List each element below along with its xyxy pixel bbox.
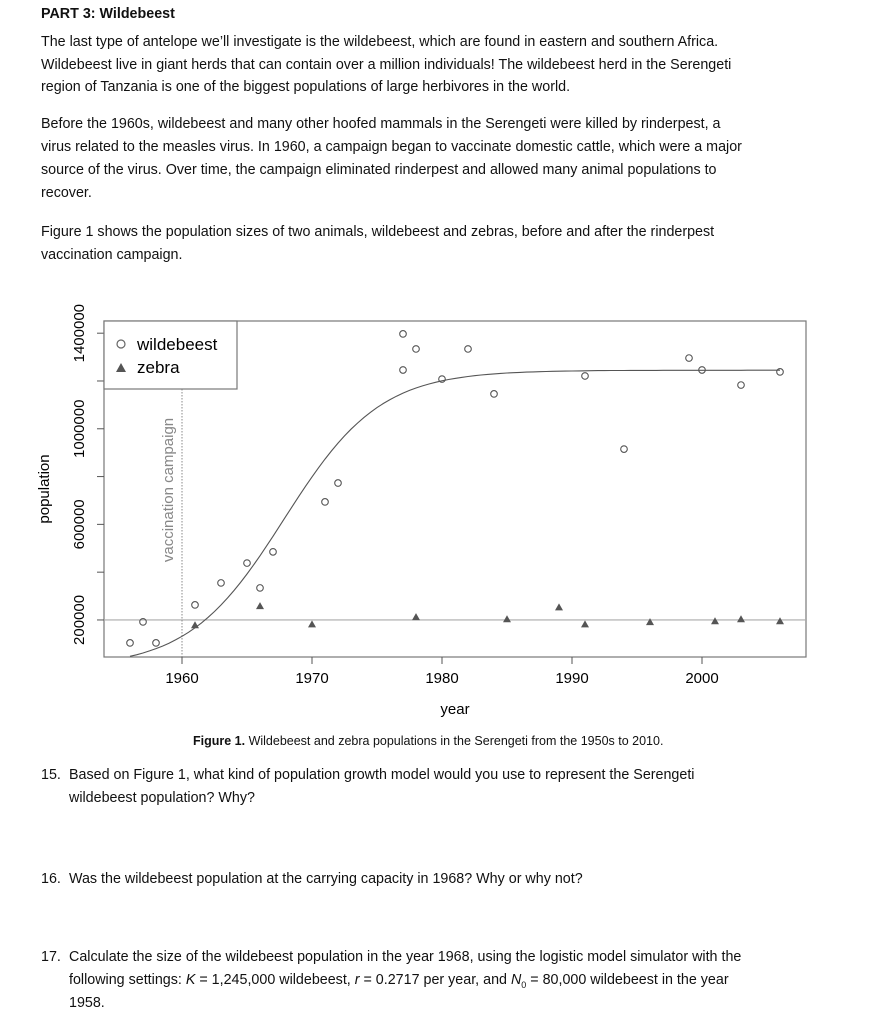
question-text: 1958. xyxy=(69,995,105,1011)
zebra-point xyxy=(191,621,199,628)
legend-wildebeest: wildebeest xyxy=(137,335,218,354)
wildebeest-point xyxy=(218,580,225,587)
caption-label: Figure 1. xyxy=(193,734,246,748)
x-axis xyxy=(165,657,718,687)
population-chart xyxy=(0,280,884,730)
wildebeest-point xyxy=(257,585,264,592)
wildebeest-point xyxy=(465,346,472,353)
zebra-point xyxy=(412,613,420,620)
wildebeest-point xyxy=(413,346,420,353)
y-tick-label: 200000 xyxy=(71,594,88,645)
text-line: Figure 1 shows the population sizes of two animals, wildebeest and zebras, before and after the rinderpest xyxy=(41,224,715,240)
x-tick-label: 2000 xyxy=(685,670,719,687)
y-tick-label: 1000000 xyxy=(71,399,88,458)
k-symbol: K xyxy=(185,972,196,988)
wildebeest-point xyxy=(400,367,407,374)
zebra-point xyxy=(737,615,745,622)
n-value: = 80,000 wildebeest in the year xyxy=(526,972,729,988)
zebra-point xyxy=(776,617,784,624)
wildebeest-point xyxy=(686,355,693,362)
wildebeest-point xyxy=(491,391,498,398)
y-tick-label: 1400000 xyxy=(71,303,88,363)
x-tick-label: 1960 xyxy=(165,670,199,687)
legend-box xyxy=(104,321,237,389)
x-axis-label: year xyxy=(440,701,470,718)
zebra-point xyxy=(308,620,316,627)
wildebeest-point xyxy=(621,446,628,453)
x-tick-label: 1980 xyxy=(425,670,459,687)
question-text: Based on Figure 1, what kind of population growth model would you use to represent the Serengeti xyxy=(69,767,695,783)
zebra-point xyxy=(711,617,719,624)
wildebeest-point xyxy=(322,499,329,506)
y-tick-label: 600000 xyxy=(71,499,88,550)
wildebeest-point xyxy=(127,640,134,647)
wildebeest-point xyxy=(192,602,199,609)
n-symbol: N xyxy=(510,972,522,988)
wildebeest-point xyxy=(582,373,589,380)
text-line: Before the 1960s, wildebeest and many other hoofed mammals in the Serengeti were killed by rinderpest, a xyxy=(41,116,721,132)
question-text: Was the wildebeest population at the carrying capacity in 1968? Why or why not? xyxy=(69,871,583,887)
legend xyxy=(104,321,237,389)
zebra-point xyxy=(503,615,511,622)
r-value: = 0.2717 per year, and xyxy=(359,972,511,988)
zebra-point xyxy=(555,603,563,610)
y-axis-label: population xyxy=(36,454,53,524)
text-line: source of the virus. Over time, the campaign eliminated rinderpest and allowed many animal populations to xyxy=(41,162,717,178)
figure-caption xyxy=(193,734,663,748)
logistic-fit-curve xyxy=(130,370,780,656)
y-axis xyxy=(71,304,104,645)
vaccination-campaign-label: vaccination campaign xyxy=(160,417,177,563)
fit-line xyxy=(130,370,780,656)
legend-zebra: zebra xyxy=(137,358,180,377)
caption-text: Wildebeest and zebra populations in the Serengeti from the 1950s to 2010. xyxy=(245,734,664,748)
wildebeest-point xyxy=(738,382,745,389)
question-text: wildebeest population? Why? xyxy=(69,790,255,806)
question-number: 17. xyxy=(41,949,61,965)
text-line: recover. xyxy=(41,185,92,201)
k-value: = 1,245,000 wildebeest, xyxy=(195,972,355,988)
n-subscript: 0 xyxy=(521,979,527,990)
wildebeest-point xyxy=(244,560,251,567)
wildebeest-point xyxy=(153,640,160,647)
text-line: virus related to the measles virus. In 1960, a campaign began to vaccinate domestic cattle, which were a major xyxy=(41,139,742,155)
zebra-point xyxy=(646,618,654,625)
zebra-point xyxy=(581,620,589,627)
page-title: PART 3: Wildebeest xyxy=(41,6,175,22)
text: following settings: xyxy=(69,972,186,988)
question-number: 15. xyxy=(41,767,61,783)
text-line: vaccination campaign. xyxy=(41,247,183,263)
question-number: 16. xyxy=(41,871,61,887)
wildebeest-point xyxy=(270,549,277,556)
x-tick-label: 1970 xyxy=(295,670,329,687)
question-text xyxy=(69,971,729,994)
text-line: Wildebeest live in giant herds that can contain over a million individuals! The wildebeest herd in the Serengeti xyxy=(41,57,732,73)
text-line: The last type of antelope we’ll investigate is the wildebeest, which are found in eastern and southern Africa. xyxy=(41,34,719,50)
text-line: region of Tanzania is one of the biggest populations of large herbivores in the world. xyxy=(41,79,571,95)
x-tick-label: 1990 xyxy=(555,670,589,687)
zebra-point xyxy=(256,602,264,609)
wildebeest-point xyxy=(777,369,784,376)
wildebeest-point xyxy=(400,331,407,338)
wildebeest-point xyxy=(439,376,446,383)
wildebeest-point xyxy=(335,480,342,487)
r-symbol: r xyxy=(354,972,360,988)
question-text: Calculate the size of the wildebeest population in the year 1968, using the logistic model simulator with the xyxy=(69,949,742,965)
